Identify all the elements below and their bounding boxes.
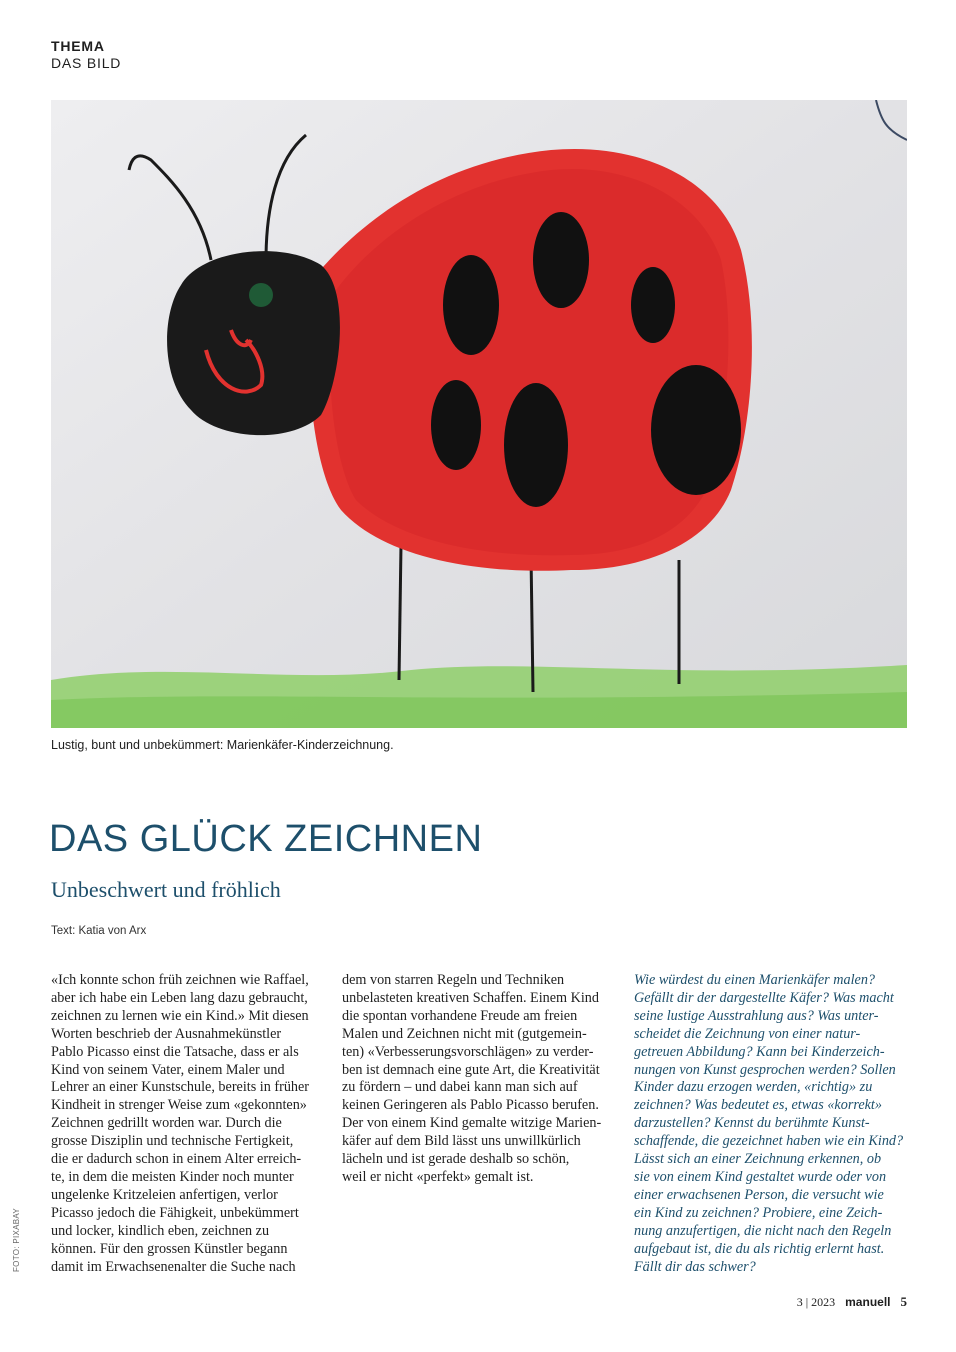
- text-line: aber ich habe ein Leben lang dazu gebraucht,: [51, 989, 308, 1006]
- text-line: die spontan vorhandene Freude am freien: [342, 1007, 578, 1024]
- text-line: darzustellen? Kennst du berühmte Kunst-: [634, 1115, 870, 1132]
- text-line: schaffende, die gezeichnet haben wie ein Kind?: [634, 1133, 904, 1150]
- text-line: sie von einem Kind gestaltet wurde oder von: [634, 1168, 887, 1185]
- text-line: Der von einem Kind gemalte witzige Marien-: [342, 1115, 602, 1132]
- text-line: ten) «Verbesserungsvorschlägen» zu verder-: [342, 1043, 594, 1060]
- text-line: zeichnen? Was bedeutet es, etwas «korrekt»: [634, 1097, 882, 1114]
- text-line: keinen Geringeren als Pablo Picasso berufen.: [342, 1097, 599, 1114]
- section-title: THEMA: [51, 38, 105, 54]
- text-line: käfer auf dem Bild lässt uns unwillkürlich: [342, 1133, 581, 1150]
- text-line: Worten beschrieb der Ausnahmekünstler: [51, 1025, 282, 1042]
- text-line: ben ist demnach eine gute Art, die Kreativität: [342, 1061, 600, 1078]
- body-column-1: [51, 972, 323, 1276]
- text-line: Picasso jedoch die Fähigkeit, unbekümmert: [51, 1204, 299, 1221]
- text-line: te, in dem die meisten Kinder noch munter: [51, 1168, 294, 1185]
- text-line: Kind von seinem Vater, einem Maler und: [51, 1061, 285, 1078]
- text-line: zu fördern – und dabei kann man sich auf: [342, 1079, 578, 1096]
- text-line: dem von starren Regeln und Techniken: [342, 972, 565, 988]
- subheadline: Unbeschwert und fröhlich: [51, 877, 281, 902]
- text-line: grosse Disziplin und technische Fertigkeit,: [51, 1133, 294, 1150]
- headline: DAS GLÜCK ZEICHNEN: [49, 818, 483, 860]
- text-line: einer erwachsenen Person, die versucht wie: [634, 1186, 884, 1203]
- text-line: aufgebaut ist, die du als richtig erlernt hast.: [634, 1240, 885, 1257]
- text-line: damit im Erwachsenenalter die Suche nach: [51, 1258, 296, 1275]
- image-caption: Lustig, bunt und unbekümmert: Marienkäfer-Kinderzeichnung.: [51, 738, 394, 752]
- text-line: Wie würdest du einen Marienkäfer malen?: [634, 972, 876, 988]
- body-column-2: [342, 972, 614, 1187]
- text-line: die er dadurch schon in einem Alter erreich-: [51, 1151, 302, 1168]
- text-line: scheidet die Zeichnung von einer natur-: [634, 1025, 861, 1042]
- text-line: ungelenke Kritzeleien anfertigen, verlor: [51, 1186, 278, 1203]
- text-line: Gefällt dir der dargestellte Käfer? Was macht: [634, 989, 894, 1006]
- text-line: Lässt sich an einer Zeichnung erkennen, ob: [634, 1151, 882, 1168]
- magazine-brand: manuell: [845, 1295, 891, 1309]
- text-line: weil er nicht «perfekt» gemalt ist.: [342, 1168, 534, 1185]
- text-line: Pablo Picasso einst die Tatsache, dass er als: [51, 1043, 299, 1060]
- text-line: nungen von Kunst gesprochen werden? Sollen: [634, 1061, 896, 1078]
- text-line: Malen und Zeichnen nicht mit (gutgemein-: [342, 1025, 587, 1042]
- text-line: zeichnen zu lernen wie ein Kind.» Mit diesen: [51, 1007, 309, 1024]
- text-line: Kinder dazu erzogen werden, «richtig» zu: [634, 1079, 873, 1096]
- text-line: Fällt dir das schwer?: [634, 1258, 756, 1275]
- text-line: und locker, kindlich eben, zeichnen zu: [51, 1222, 270, 1239]
- byline: Text: Katia von Arx: [51, 925, 147, 937]
- text-line: können. Für den grossen Künstler begann: [51, 1240, 288, 1257]
- text-line: «Ich konnte schon früh zeichnen wie Raffael,: [51, 972, 309, 988]
- text-line: Zeichnen gedrillt worden war. Durch die: [51, 1115, 282, 1132]
- section-label: [51, 38, 121, 72]
- issue-number: 3 | 2023: [796, 1295, 836, 1309]
- question-column: [634, 972, 906, 1276]
- photo-credit: FOTO: PIXABAY: [12, 1207, 21, 1272]
- text-line: Kindheit in strenger Weise zum «gekonnten»: [51, 1097, 307, 1114]
- section-subtitle: DAS BILD: [51, 55, 122, 71]
- text-line: lächeln und ist gerade deshalb so schön,: [342, 1151, 570, 1168]
- ladybug-drawing-image: [51, 100, 907, 728]
- page-footer: [797, 1294, 907, 1310]
- text-line: nung anzufertigen, die nicht nach den Regeln: [634, 1222, 892, 1239]
- text-line: getreuen Abbildung? Kann bei Kinderzeich-: [634, 1043, 885, 1060]
- page-number: 5: [900, 1294, 907, 1309]
- text-line: seine lustige Ausstrahlung aus? Was unter-: [634, 1007, 879, 1024]
- text-line: Lehrer an einer Kunstschule, bereits in früher: [51, 1079, 310, 1096]
- text-line: ein Kind zu zeichnen? Probiere, eine Zeich-: [634, 1204, 883, 1221]
- text-line: unbelasteten kreativen Schaffen. Einem Kind: [342, 989, 599, 1006]
